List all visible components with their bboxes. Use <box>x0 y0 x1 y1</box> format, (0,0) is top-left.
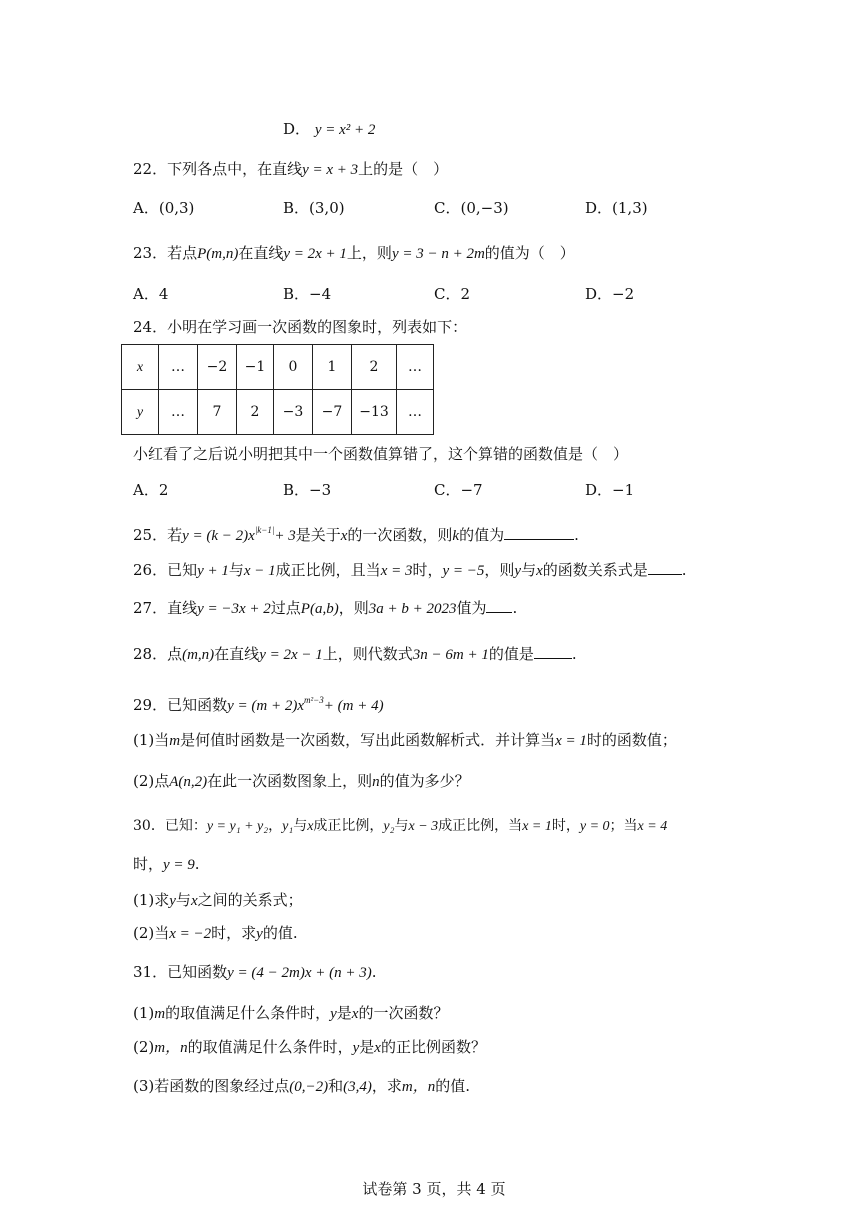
math-expression: y₁ <box>282 819 294 834</box>
stem-text: ， <box>268 818 283 834</box>
option-value: −4 <box>309 285 332 303</box>
stem-text: (3)若函数的图象经过点 <box>133 1077 290 1095</box>
stem-text: . <box>681 561 687 579</box>
table-cell: … <box>397 345 434 390</box>
math-expression: y = y₁ + y₂ <box>206 819 269 834</box>
question-27 <box>133 597 517 620</box>
stem-text: (1)当 <box>133 731 170 749</box>
math-expression: x − 1 <box>243 563 276 579</box>
math-expression: y₂ <box>383 819 395 834</box>
question-30-stem-cont <box>133 853 200 876</box>
option-value: (1,3) <box>612 199 648 217</box>
stem-text: 与 <box>293 818 308 834</box>
question-28 <box>133 643 577 666</box>
math-variable: m，n <box>154 1040 188 1056</box>
math-expression: 3a + b + 2023 <box>368 601 457 617</box>
stem-text: 的正比例函数？ <box>380 1038 486 1056</box>
option-label: B． <box>283 199 310 217</box>
stem-text: 的一次函数，则 <box>347 526 453 544</box>
stem-text: ，则 <box>338 599 369 617</box>
cell-text: y <box>136 404 144 420</box>
option-value: −1 <box>612 481 635 499</box>
stem-text: . <box>194 855 200 873</box>
stem-text: 是 <box>336 1004 352 1022</box>
option-value: 2 <box>460 285 471 303</box>
q23-option-c <box>434 283 470 305</box>
stem-text: 时的函数值； <box>586 731 677 749</box>
table-cell: −13 <box>352 390 397 435</box>
table-header-cell <box>122 345 159 390</box>
option-value: −7 <box>460 481 483 499</box>
stem-text: 26．已知 <box>133 561 198 579</box>
answer-blank[interactable] <box>648 560 682 575</box>
stem-text: 是关于 <box>295 526 341 544</box>
stem-text: (1) <box>133 1004 155 1022</box>
answer-blank[interactable] <box>504 525 574 540</box>
math-expression: A(n,2) <box>169 774 208 790</box>
question-23-stem <box>133 242 575 265</box>
table-cell: −3 <box>274 390 313 435</box>
stem-text: 27．直线 <box>133 599 198 617</box>
q21-option-d <box>283 118 375 141</box>
stem-text: 在直线 <box>238 244 284 262</box>
q22-option-b <box>283 197 345 219</box>
option-label: B． <box>283 285 310 303</box>
table-cell: … <box>159 390 198 435</box>
question-26 <box>133 559 687 582</box>
stem-text: 成正比例， <box>313 818 384 834</box>
table-cell: 2 <box>352 345 397 390</box>
math-variable: n <box>372 774 380 790</box>
math-expression: y = (4 − 2m)x + (n + 3) <box>227 965 372 981</box>
math-variable: m <box>154 1006 166 1022</box>
stem-text: 时， <box>551 818 580 834</box>
math-variable: y <box>514 563 522 579</box>
question-31-part-3 <box>133 1075 470 1098</box>
stem-text: 之间的关系式； <box>197 891 303 909</box>
math-exponent: m²−3 <box>303 695 324 705</box>
stem-text: 上的是（ ） <box>358 160 449 178</box>
stem-text: 的值为多少？ <box>379 772 470 790</box>
stem-text: . <box>574 526 579 544</box>
stem-text: 25．若 <box>133 526 183 544</box>
question-29-stem <box>133 689 384 717</box>
math-variable: x <box>190 893 198 909</box>
math-expression: x = 4 <box>637 819 668 834</box>
math-expression: y = 2x + 1 <box>283 246 347 262</box>
stem-text: 的值. <box>262 924 298 942</box>
table-cell: 1 <box>313 345 352 390</box>
option-value: −3 <box>309 481 332 499</box>
math-expression: x = 3 <box>380 563 413 579</box>
stem-text: 的取值满足什么条件时， <box>165 1004 331 1022</box>
table-cell: −2 <box>198 345 237 390</box>
values-table <box>121 344 434 435</box>
stem-text: 时， <box>133 855 164 873</box>
q24-option-a <box>133 479 168 501</box>
stem-text: 时，求 <box>211 924 257 942</box>
answer-blank[interactable] <box>534 644 572 659</box>
option-value: (0,3) <box>158 199 195 217</box>
stem-text: 的值是 <box>488 645 534 663</box>
option-value: 2 <box>158 481 169 499</box>
math-expression: P(m,n) <box>197 246 239 262</box>
stem-text: . <box>512 599 518 617</box>
stem-text: 23．若点 <box>133 244 198 262</box>
q24-option-c <box>434 479 483 501</box>
option-label: B． <box>283 481 310 499</box>
question-31-stem <box>133 961 377 984</box>
option-value: (0,−3) <box>460 199 509 217</box>
stem-text: 30．已知： <box>133 818 207 834</box>
question-31-part-2 <box>133 1036 486 1059</box>
question-29-part-1 <box>133 729 677 752</box>
question-25 <box>133 519 579 547</box>
question-29-part-2 <box>133 770 470 793</box>
table-cell: 2 <box>237 390 274 435</box>
stem-text: . <box>371 963 377 981</box>
math-variable: m <box>169 733 181 749</box>
table-row <box>122 390 434 435</box>
page-footer: 试卷第 3 页，共 4 页 <box>362 1180 506 1198</box>
math-variable: m，n <box>401 1079 436 1095</box>
option-label: C． <box>434 285 461 303</box>
option-label: D． <box>585 199 613 217</box>
question-30-part-1 <box>133 889 303 912</box>
math-expression: x = −2 <box>169 926 212 942</box>
stem-text: 上，则 <box>346 244 392 262</box>
table-cell: −7 <box>313 390 352 435</box>
cell-text: x <box>136 359 144 375</box>
table-header-cell <box>122 390 159 435</box>
option-value: −2 <box>612 285 635 303</box>
table-cell: … <box>159 345 198 390</box>
math-expression: y = x + 3 <box>302 162 359 178</box>
option-label: A． <box>133 199 159 217</box>
stem-text: 31．已知函数 <box>133 963 228 981</box>
math-variable: y <box>256 926 263 942</box>
table-cell: 0 <box>274 345 313 390</box>
q23-option-b <box>283 283 331 305</box>
math-expression: (0,−2) <box>289 1079 329 1095</box>
stem-text: 的值为 <box>459 526 505 544</box>
q22-option-d <box>585 197 648 219</box>
stem-text: (1)求 <box>133 891 170 909</box>
stem-text: ，则 <box>484 561 515 579</box>
stem-text: 值为 <box>456 599 487 617</box>
q24-option-d <box>585 479 634 501</box>
stem-text: 与 <box>521 561 537 579</box>
stem-text: 与 <box>228 561 244 579</box>
q24-option-b <box>283 479 331 501</box>
stem-text: 22．下列各点中，在直线 <box>133 160 303 178</box>
math-expression: y = x² + 2 <box>314 122 376 138</box>
math-expression: y = −5 <box>442 563 485 579</box>
math-variable: x <box>340 528 348 544</box>
stem-text: 成正比例，当 <box>438 818 523 834</box>
math-variable: x <box>351 1006 359 1022</box>
stem-text: ，求 <box>371 1077 402 1095</box>
q22-option-a <box>133 197 194 219</box>
option-value: 4 <box>158 285 169 303</box>
option-label: A． <box>133 481 159 499</box>
table-row <box>122 345 434 390</box>
math-expression: x = 1 <box>555 733 587 749</box>
option-label: A． <box>133 285 159 303</box>
stem-text: 与 <box>175 891 191 909</box>
option-label: D． <box>585 285 613 303</box>
math-expression: y = 9 <box>163 857 195 873</box>
stem-text: 时， <box>412 561 443 579</box>
math-expression: 3n − 6m + 1 <box>412 647 489 663</box>
stem-text: (2)当 <box>133 924 170 942</box>
q22-option-c <box>434 197 509 219</box>
option-label: D． <box>585 481 613 499</box>
stem-text: 在直线 <box>214 645 260 663</box>
option-label: D． <box>283 120 311 138</box>
math-expression: + 3 <box>274 528 296 544</box>
option-label: C． <box>434 481 461 499</box>
math-expression: y = (m + 2)x <box>227 698 304 714</box>
stem-text: 29．已知函数 <box>133 696 228 714</box>
math-expression: x = 1 <box>522 819 552 834</box>
stem-text: . <box>571 645 577 663</box>
math-variable: x <box>536 563 543 579</box>
q23-option-a <box>133 283 168 305</box>
math-expression: y = (k − 2)x <box>182 528 255 544</box>
table-cell: −1 <box>237 345 274 390</box>
stem-text: ；当 <box>609 818 638 834</box>
math-expression: x − 3 <box>408 819 439 834</box>
math-variable: y <box>169 893 176 909</box>
stem-text: 28．点 <box>133 645 183 663</box>
stem-text: 和 <box>328 1077 344 1095</box>
question-30-stem <box>133 815 667 838</box>
math-variable: x <box>374 1040 381 1056</box>
math-variable: k <box>452 528 460 544</box>
option-label: C． <box>434 199 461 217</box>
stem-text: 的值为（ ） <box>484 244 575 262</box>
stem-text: 是何值时函数是一次函数，写出此函数解析式．并计算当 <box>180 731 556 749</box>
stem-text: 的取值满足什么条件时， <box>187 1038 353 1056</box>
stem-text: 与 <box>394 818 409 834</box>
question-24-stem: 24．小明在学习画一次函数的图象时，列表如下： <box>133 318 468 336</box>
math-expression: (3,4) <box>343 1079 372 1095</box>
math-expression: y = 0 <box>579 819 610 834</box>
stem-text: 在此一次函数图象上，则 <box>207 772 373 790</box>
table-cell: … <box>397 390 434 435</box>
answer-blank[interactable] <box>486 598 512 613</box>
stem-text: 的值. <box>435 1077 471 1095</box>
stem-text: 成正比例，且当 <box>275 561 381 579</box>
question-24-follow: 小红看了之后说小明把其中一个函数值算错了，这个算错的函数值是（ ） <box>133 445 629 463</box>
math-expression: P(a,b) <box>300 601 339 617</box>
question-22-stem <box>133 158 448 181</box>
question-31-part-1 <box>133 1002 448 1025</box>
stem-text: 的函数关系式是 <box>542 561 648 579</box>
q23-option-d <box>585 283 634 305</box>
math-expression: + (m + 4) <box>323 698 384 714</box>
question-30-part-2 <box>133 922 298 945</box>
math-variable: y <box>352 1040 360 1056</box>
option-value: (3,0) <box>309 199 345 217</box>
stem-text: (2) <box>133 1038 155 1056</box>
stem-text: 是 <box>359 1038 375 1056</box>
math-expression: y + 1 <box>197 563 229 579</box>
stem-text: 上，则代数式 <box>322 645 413 663</box>
math-exponent: |k−1| <box>254 525 275 535</box>
stem-text: 的一次函数？ <box>358 1004 449 1022</box>
math-expression: y = 3 − n + 2m <box>391 246 485 262</box>
math-variable: y <box>330 1006 337 1022</box>
math-variable: x <box>307 819 314 834</box>
math-expression: y = 2x − 1 <box>259 647 323 663</box>
math-expression: (m,n) <box>182 647 215 663</box>
stem-text: 过点 <box>270 599 301 617</box>
math-expression: y = −3x + 2 <box>197 601 271 617</box>
table-cell: 7 <box>198 390 237 435</box>
stem-text: (2)点 <box>133 772 170 790</box>
